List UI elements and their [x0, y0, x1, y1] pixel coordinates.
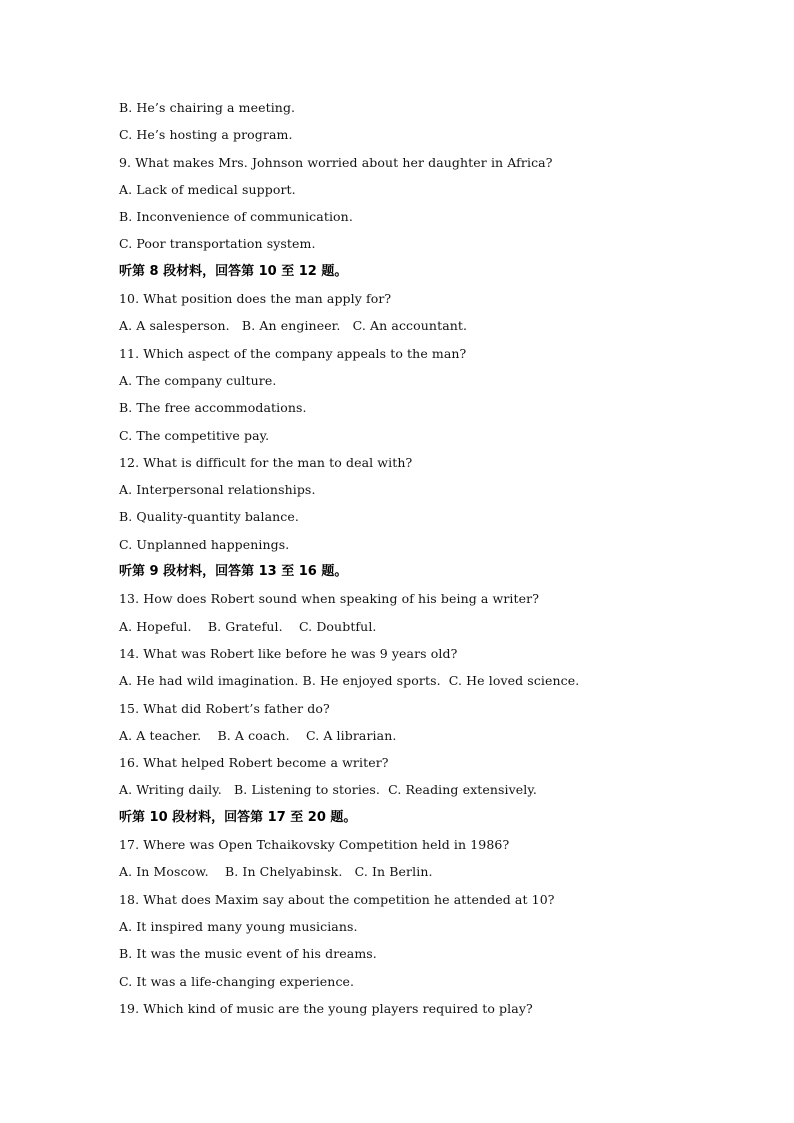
option-line: A. A teacher. B. A coach. C. A librarian.: [119, 727, 397, 743]
question-line: 14. What was Robert like before he was 9 years old?: [119, 645, 458, 661]
section-heading: 听第 8 段材料，回答第 10 至 12 题。: [119, 263, 348, 279]
option-line: B. He’s chairing a meeting.: [119, 100, 296, 115]
option-line: B. Inconvenience of communication.: [119, 209, 353, 225]
option-line: A. He had wild imagination. B. He enjoyed sports. C. He loved science.: [119, 673, 580, 689]
question-line: 13. How does Robert sound when speaking of his being a writer?: [119, 591, 540, 607]
section-heading: 听第 9 段材料，回答第 13 至 16 题。: [119, 564, 348, 580]
option-line: A. A salesperson. B. An engineer. C. An accountant.: [119, 318, 468, 334]
option-line: C. The competitive pay.: [119, 427, 270, 443]
option-line: A. Lack of medical support.: [119, 181, 296, 197]
option-line: C. Unplanned happenings.: [119, 536, 290, 552]
option-line: A. Writing daily. B. Listening to stories. C. Reading extensively.: [119, 782, 537, 798]
question-line: 17. Where was Open Tchaikovsky Competition held in 1986?: [119, 837, 510, 853]
question-line: 11. Which aspect of the company appeals to the man?: [119, 345, 467, 361]
option-line: A. In Moscow. B. In Chelyabinsk. C. In Berlin.: [119, 864, 433, 880]
question-line: 9. What makes Mrs. Johnson worried about her daughter in Africa?: [119, 154, 553, 170]
section-heading: 听第 10 段材料，回答第 17 至 20 题。: [119, 809, 357, 825]
option-line: A. Interpersonal relationships.: [119, 482, 316, 498]
option-line: A. The company culture.: [119, 372, 277, 388]
option-line: B. It was the music event of his dreams.: [119, 946, 377, 962]
option-line: A. Hopeful. B. Grateful. C. Doubtful.: [119, 618, 377, 634]
question-line: 12. What is difficult for the man to deal with?: [119, 454, 413, 470]
question-line: 10. What position does the man apply for?: [119, 291, 392, 307]
option-line: B. Quality-quantity balance.: [119, 509, 299, 525]
option-line: C. He’s hosting a program.: [119, 127, 293, 143]
question-line: 16. What helped Robert become a writer?: [119, 755, 389, 771]
option-line: B. The free accommodations.: [119, 400, 307, 416]
option-line: C. It was a life-changing experience.: [119, 973, 355, 989]
question-line: 19. Which kind of music are the young players required to play?: [119, 1000, 533, 1016]
question-line: 15. What did Robert’s father do?: [119, 700, 330, 716]
option-line: C. Poor transportation system.: [119, 236, 316, 252]
question-line: 18. What does Maxim say about the competition he attended at 10?: [119, 891, 555, 907]
document-body: [119, 98, 679, 1026]
option-line: A. It inspired many young musicians.: [119, 918, 358, 934]
